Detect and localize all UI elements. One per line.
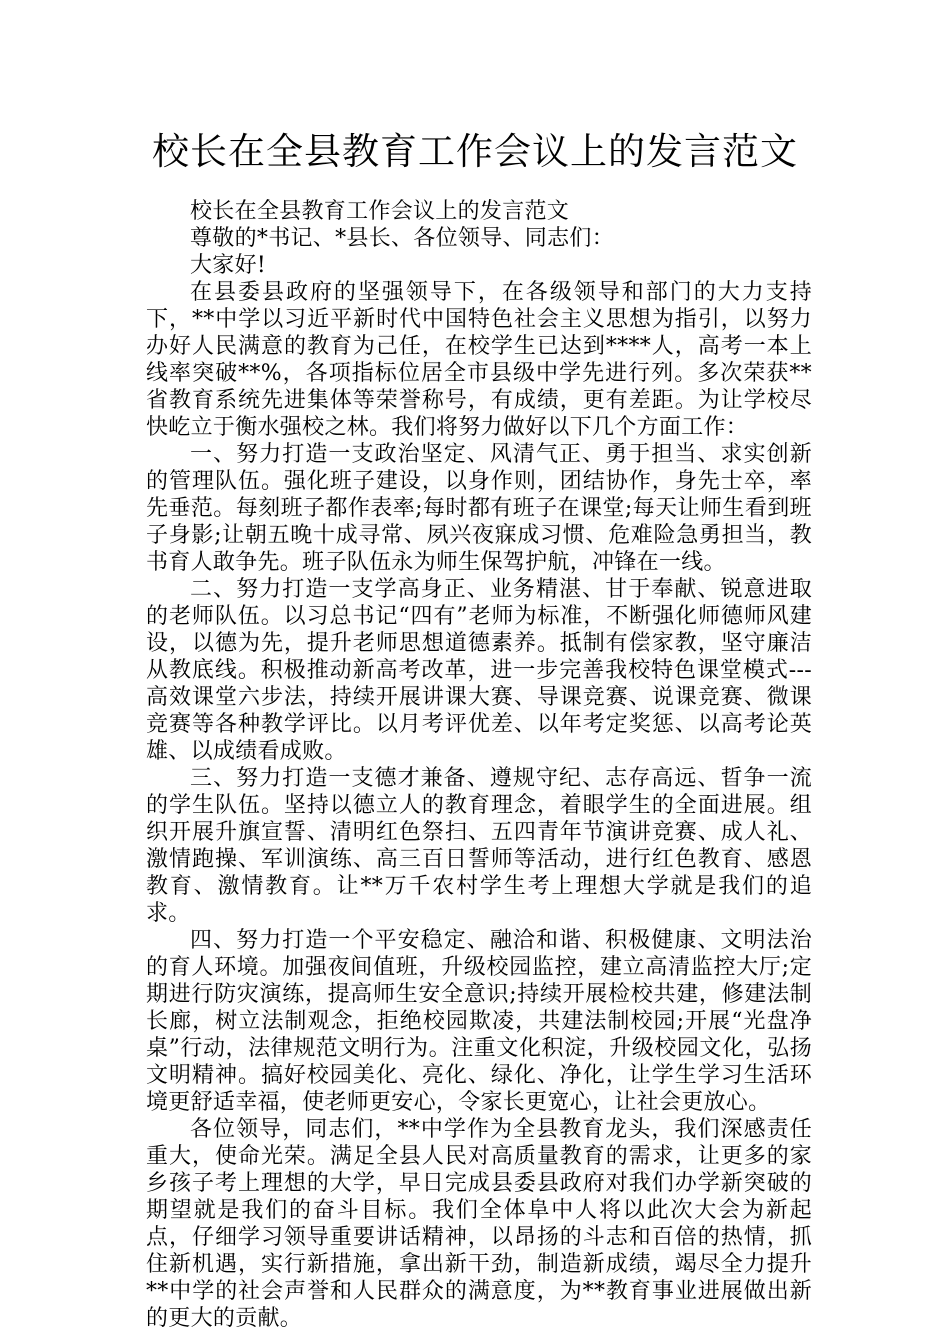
intro-paragraph: 在县委县政府的坚强领导下，在各级领导和部门的大力支持下，**中学以习近平新时代中国特色社会主义思想为指引，以努力办好人民满意的教育为己任，在校学生已达到****人，高考一本上线率突破**%，各项指标位居全市县级中学先进行列。多次荣获**省教育系统先进集体等荣誉称号，有成绩，更有差距。为让学校尽快屹立于衡水强校之林。我们将努力做好以下几个方面工作： (146, 280, 812, 440)
point-four-paragraph: 四、努力打造一个平安稳定、融洽和谐、积极健康、文明法治的育人环境。加强夜间值班，升级校园监控，建立高清监控大厅;定期进行防灾演练，提高师生安全意识;持续开展检校共建，修建法制长廊，树立法制观念，拒绝校园欺凌，共建法制校园;开展“光盘净桌”行动，法律规范文明行为。注重文化积淀，升级校园文化，弘扬文明精神。搞好校园美化、亮化、绿化、净化，让学生学习生活环境更舒适幸福，使老师更安心，令家长更宽心，让社会更放心。 (146, 928, 812, 1115)
point-one-paragraph: 一、努力打造一支政治坚定、风清气正、勇于担当、求实创新的管理队伍。强化班子建设，以身作则，团结协作，身先士卒，率先垂范。每刻班子都作表率;每时都有班子在课堂;每天让师生看到班子身影;让朝五晚十成寻常、夙兴夜寐成习惯、危难险急勇担当，教书育人敢争先。班子队伍永为师生保驾护航，冲锋在一线。 (146, 442, 812, 575)
document-body (146, 198, 812, 1332)
closing-paragraph: 各位领导，同志们，**中学作为全县教育龙头，我们深感责任重大，使命光荣。满足全县人民对高质量教育的需求，让更多的家乡孩子考上理想的大学，早日完成县委县政府对我们办学新突破的期望就是我们的奋斗目标。我们全体阜中人将以此次大会为新起点，仔细学习领导重要讲话精神，以昂扬的斗志和百倍的热情，抓住新机遇，实行新措施，拿出新干劲，制造新成绩，竭尽全力提升**中学的社会声誉和人民群众的满意度，为**教育事业进展做出新的更大的贡献。 (146, 1117, 812, 1331)
salutation-paragraph: 尊敬的*书记、*县长、各位领导、同志们： (190, 226, 615, 251)
document-title: 校长在全县教育工作会议上的发言范文 (152, 130, 798, 173)
point-two-paragraph: 二、努力打造一支学高身正、业务精湛、甘于奉献、锐意进取的老师队伍。以习总书记“四有”老师为标准，不断强化师德师风建设，以德为先，提升老师思想道德素养。抵制有偿家教，坚守廉洁从教底线。积极推动新高考改革，进一步完善我校特色课堂模式---高效课堂六步法，持续开展讲课大赛、导课竞赛、说课竞赛、微课竞赛等各种教学评比。以月考评优差、以年考定奖惩、以高考论英雄、以成绩看成败。 (146, 577, 812, 764)
greeting-paragraph: 大家好! (190, 253, 267, 278)
point-three-paragraph: 三、努力打造一支德才兼备、遵规守纪、志存高远、晢争一流的学生队伍。坚持以德立人的教育理念，着眼学生的全面进展。组织开展升旗宣誓、清明红色祭扫、五四青年节演讲竞赛、成人礼、激情跑操、军训演练、高三百日誓师等活动，进行红色教育、感恩教育、激情教育。让**万千农村学生考上理想大学就是我们的追求。 (146, 766, 812, 926)
subtitle-paragraph: 校长在全县教育工作会议上的发言范文 (190, 199, 570, 224)
